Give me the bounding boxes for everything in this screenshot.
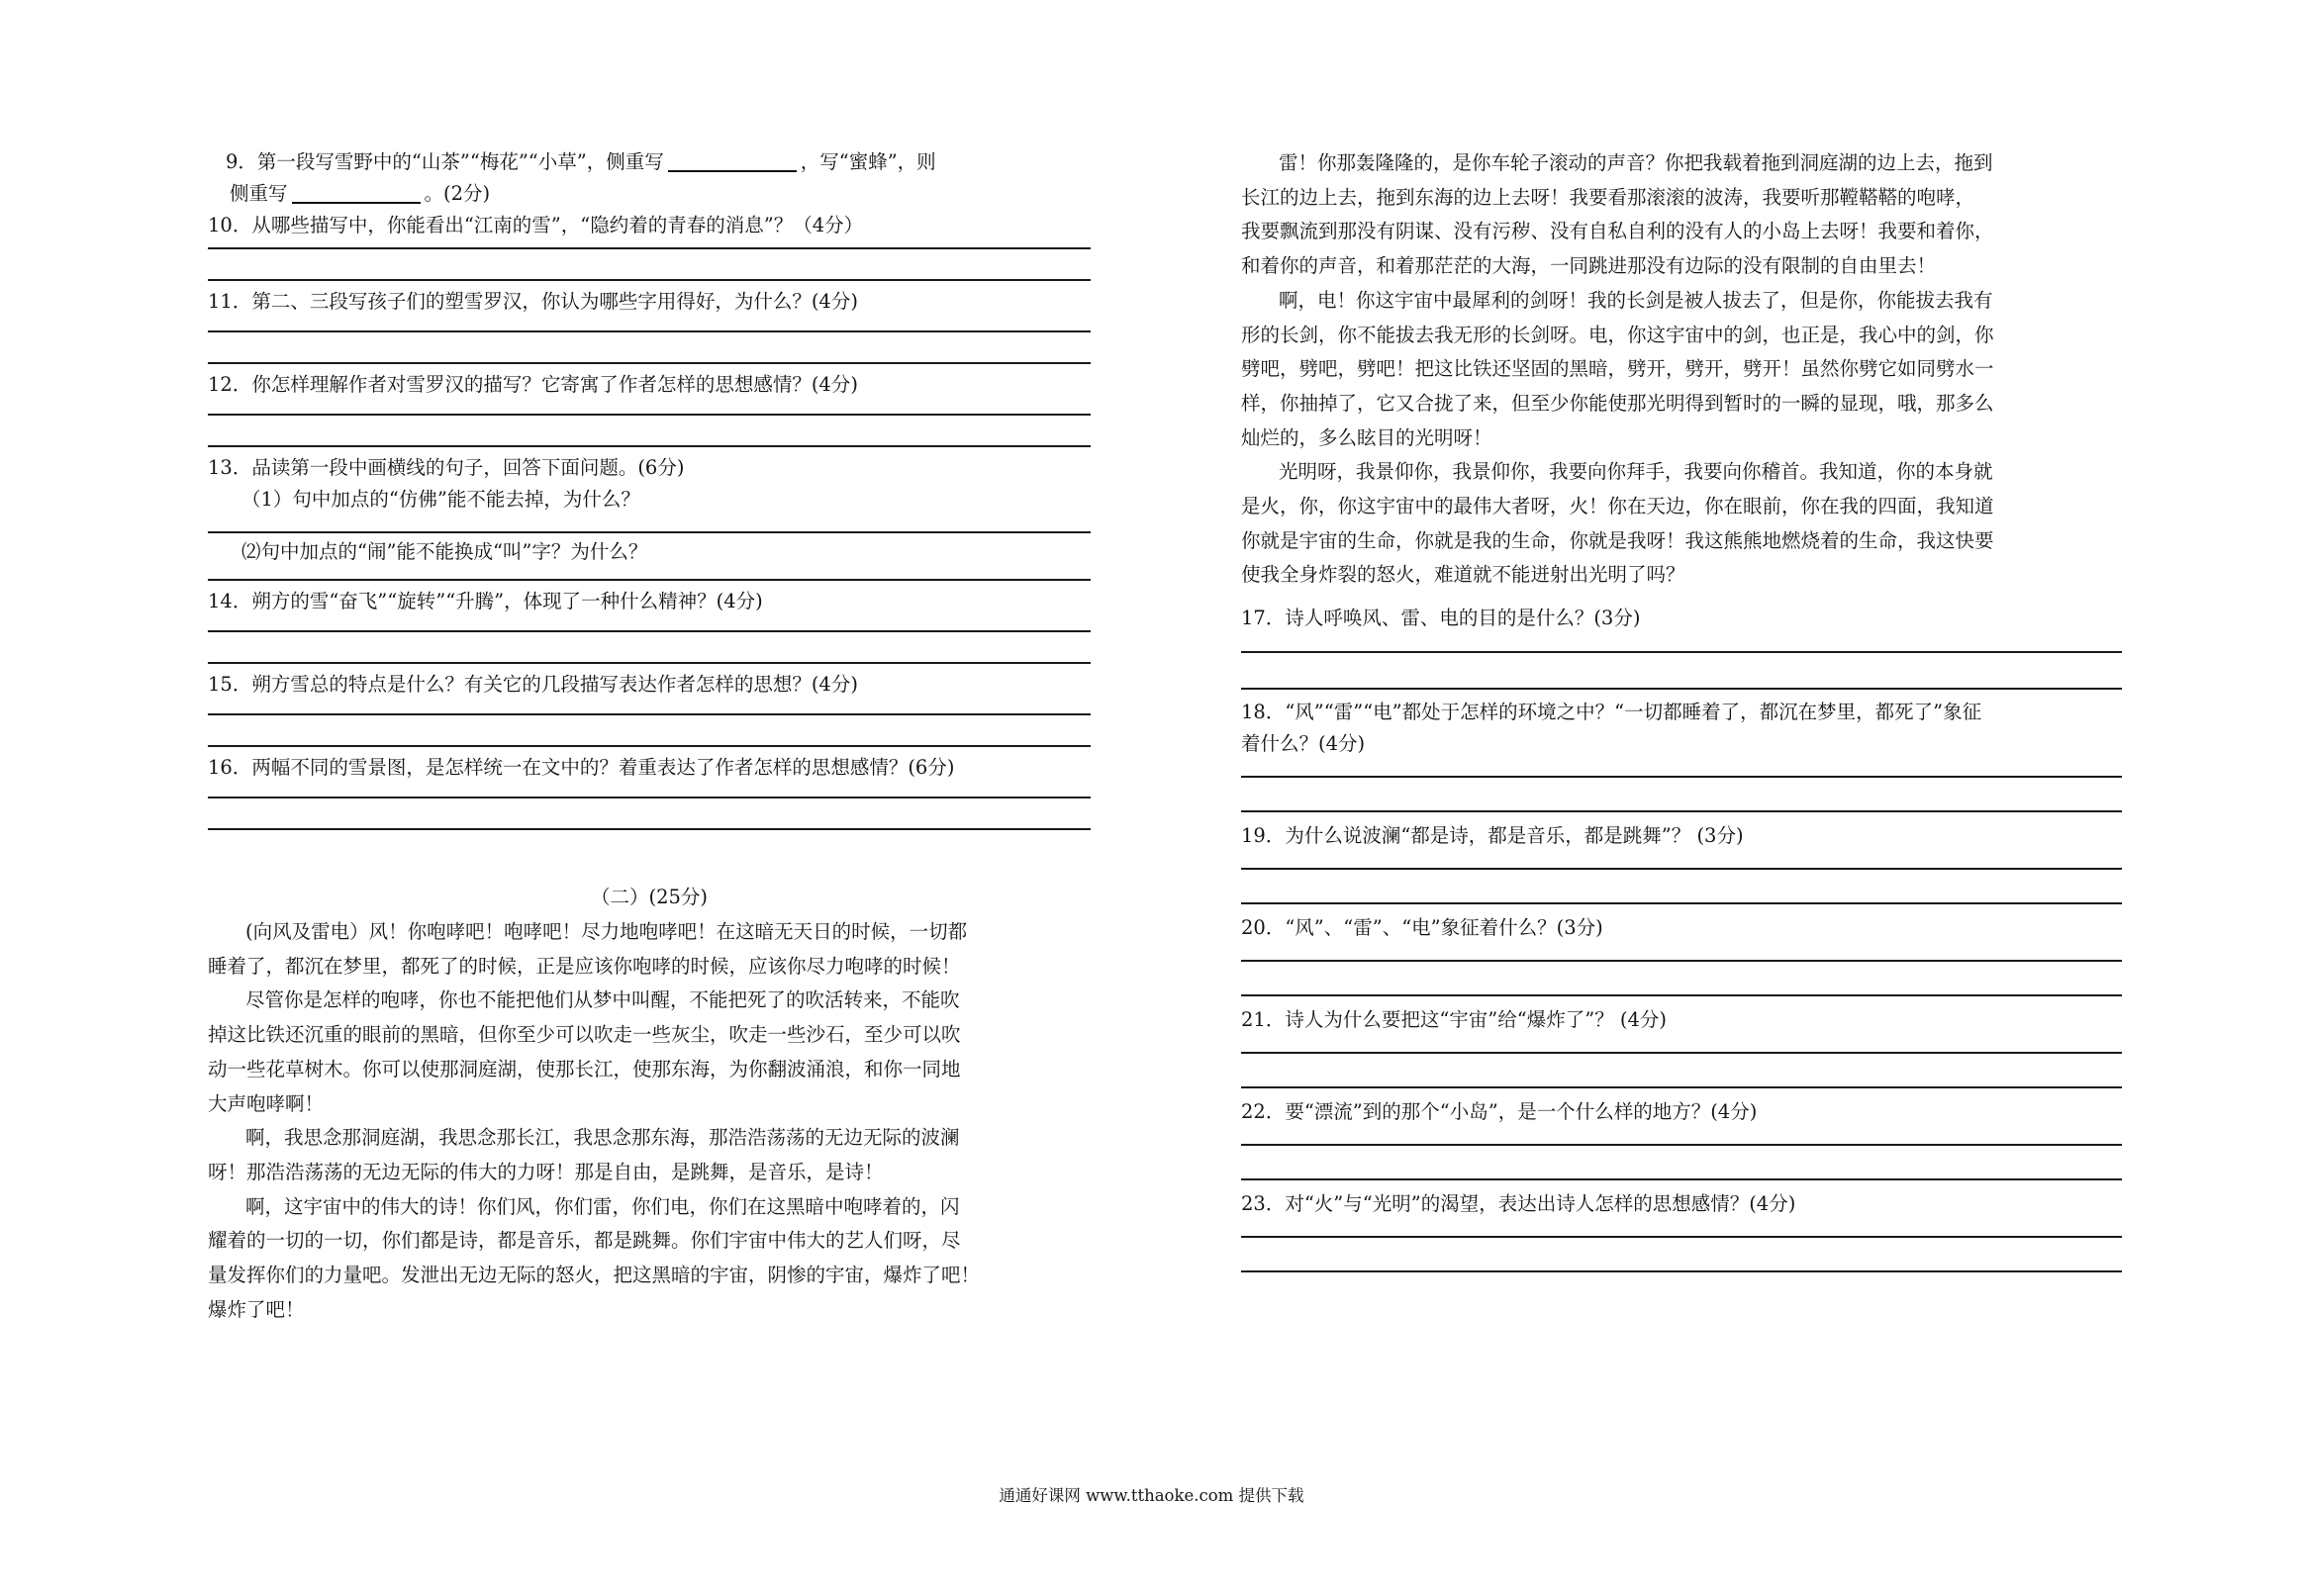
passage-left — [208, 915, 1091, 1327]
question-9-text: 9．第一段写雪野中的“山茶”“梅花”“小草”，侧重写 — [226, 150, 664, 173]
passage-line: 啊，我思念那洞庭湖，我思念那长江，我思念那东海，那浩浩荡荡的无边无际的波澜 — [245, 1126, 960, 1150]
passage-line: 量发挥你们的力量吧。发泄出无边无际的怒火，把这黑暗的宇宙，阴惨的宇宙，爆炸了吧！ — [208, 1264, 981, 1287]
question-22: 22．要“漂流”到的那个“小岛”，是一个什么样的地方？(4分) — [1241, 1100, 1758, 1124]
question-10: 10．从哪些描写中，你能看出“江南的雪”，“隐约着的青春的消息”？（4分） — [208, 214, 864, 236]
passage-line: 啊，这宇宙中的伟大的诗！你们风，你们雷，你们电，你们在这黑暗中咆哮着的，闪 — [245, 1194, 960, 1218]
passage-line: 是火，你，你这宇宙中的最伟大者呀，火！你在天边，你在眼前，你在我的四面，我知道 — [1241, 495, 1994, 518]
footer-source: 通通好课网 www.tthaoke.com 提供下载 — [999, 1486, 1304, 1505]
question-18-line2: 着什么？(4分) — [1241, 732, 1366, 756]
passage-line: 你就是宇宙的生命，你就是我的生命，你就是我呀！我这熊熊地燃烧着的生命，我这快要 — [1241, 528, 1994, 552]
passage-line: 雷！你那轰隆隆的，是你车轮子滚动的声音？你把我载着拖到洞庭湖的边上去，拖到 — [1279, 151, 1993, 174]
passage-line: 大声咆哮啊！ — [208, 1091, 325, 1115]
question-13: 13．品读第一段中画横线的句子，回答下面问题。(6分) — [208, 456, 685, 479]
passage-line: 耀着的一切的一切，你们都是诗，都是音乐，都是跳舞。你们宇宙中伟大的艺人们呀，尽 — [208, 1229, 961, 1253]
question-9-text-2: ，写“蜜蜂”，则 — [800, 150, 936, 173]
passage-line: 动一些花草树木。你可以使那洞庭湖，使那长江，使那东海，为你翻波涌浪，和你一同地 — [208, 1057, 961, 1080]
question-14: 14．朔方的雪“奋飞”“旋转”“升腾”，体现了一种什么精神？(4分) — [208, 590, 763, 612]
passage-line: 形的长剑，你不能拔去我无形的长剑呀。电，你这宇宙中的剑，也正是，我心中的剑，你 — [1241, 323, 1994, 346]
passage-line: 长江的边上去，拖到东海的边上去呀！我要看那滚滚的波涛，我要听那鞺鞳鞳的咆哮， — [1241, 185, 1975, 209]
question-20: 20．“风”、“雷”、“电”象征着什么？(3分) — [1241, 916, 1603, 940]
question-17: 17．诗人呼唤风、雷、电的目的是什么？(3分) — [1241, 607, 1641, 630]
passage-line: 样，你抽掉了，它又合拢了来，但至少你能使那光明得到暂时的一瞬的显现，哦，那多么 — [1241, 391, 1994, 415]
passage-line: 劈吧，劈吧，劈吧！把这比铁还坚固的黑暗，劈开，劈开，劈开！虽然你劈它如同劈水一 — [1241, 357, 1994, 381]
question-13-part1: （1）句中加点的“仿佛”能不能去掉，为什么？ — [241, 488, 640, 511]
answer-line[interactable] — [1241, 1270, 2122, 1272]
passage-line: 啊，电！你这宇宙中最犀利的剑呀！我的长剑是被人拔去了，但是你，你能拔去我有 — [1279, 288, 1993, 312]
passage-line: 和着你的声音，和着那茫茫的大海，一同跳进那没有边际的没有限制的自由里去！ — [1241, 254, 1937, 278]
question-21: 21．诗人为什么要把这“宇宙”给“爆炸了”？ (4分) — [1241, 1008, 1668, 1032]
right-column — [1241, 146, 2122, 1272]
question-11: 11．第二、三段写孩子们的塑雪罗汉，你认为哪些字用得好，为什么？(4分) — [208, 290, 858, 313]
question-9-line2 — [174, 178, 1091, 210]
passage-line: (向风及雷电）风！你咆哮吧！咆哮吧！尽力地咆哮吧！在这暗无天日的时候，一切都 — [245, 920, 968, 943]
answer-blank-1[interactable] — [668, 148, 797, 172]
question-13-part2: ⑵句中加点的“闹”能不能换成“叫”字？为什么？ — [241, 540, 648, 563]
passage-line: 掉这比铁还沉重的眼前的黑暗，但你至少可以吹走一些灰尘，吹走一些沙石，至少可以吹 — [208, 1023, 961, 1047]
left-column — [208, 146, 1091, 1327]
passage-line: 光明呀，我景仰你，我景仰你，我要向你拜手，我要向你稽首。我知道，你的本身就 — [1279, 460, 1993, 484]
question-9-line1 — [174, 146, 1091, 178]
section-heading: （二）(25分) — [590, 886, 709, 908]
passage-right — [1241, 146, 2122, 593]
question-12: 12．你怎样理解作者对雪罗汉的描写？它寄寓了作者怎样的思想感情？(4分) — [208, 373, 858, 396]
question-18-line1: 18．“风”“雷”“电”都处于怎样的环境之中？“一切都睡着了，都沉在梦里，都死了”象征 — [1241, 701, 1982, 724]
passage-line: 睡着了，都沉在梦里，都死了的时候，正是应该你咆哮的时候，应该你尽力咆哮的时候！ — [208, 954, 961, 978]
question-23: 23．对“火”与“光明”的渴望，表达出诗人怎样的思想感情？(4分) — [1241, 1192, 1796, 1216]
passage-line: 尽管你是怎样的咆哮，你也不能把他们从梦中叫醒，不能把死了的吹活转来，不能吹 — [245, 988, 960, 1012]
passage-line: 我要飘流到那没有阴谋、没有污秽、没有自私自利的没有人的小岛上去呀！我要和着你， — [1241, 220, 1994, 243]
question-16: 16．两幅不同的雪景图，是怎样统一在文中的？着重表达了作者怎样的思想感情？(6分) — [208, 756, 955, 779]
question-15: 15．朔方雪总的特点是什么？有关它的几段描写表达作者怎样的思想？(4分) — [208, 673, 858, 696]
question-9-score: 。(2分) — [424, 182, 491, 205]
passage-line: 爆炸了吧！ — [208, 1297, 305, 1321]
passage-line: 灿烂的，多么眩目的光明呀！ — [1241, 425, 1492, 449]
answer-blank-2[interactable] — [292, 180, 421, 204]
passage-line: 呀！那浩浩荡荡的无边无际的伟大的力呀！那是自由，是跳舞，是音乐，是诗！ — [208, 1160, 884, 1183]
question-9-text-3: 侧重写 — [230, 182, 288, 205]
passage-line: 使我全身炸裂的怒火，难道就不能迸射出光明了吗？ — [1241, 563, 1685, 587]
question-19: 19．为什么说波澜“都是诗，都是音乐，都是跳舞”？ (3分) — [1241, 824, 1744, 848]
